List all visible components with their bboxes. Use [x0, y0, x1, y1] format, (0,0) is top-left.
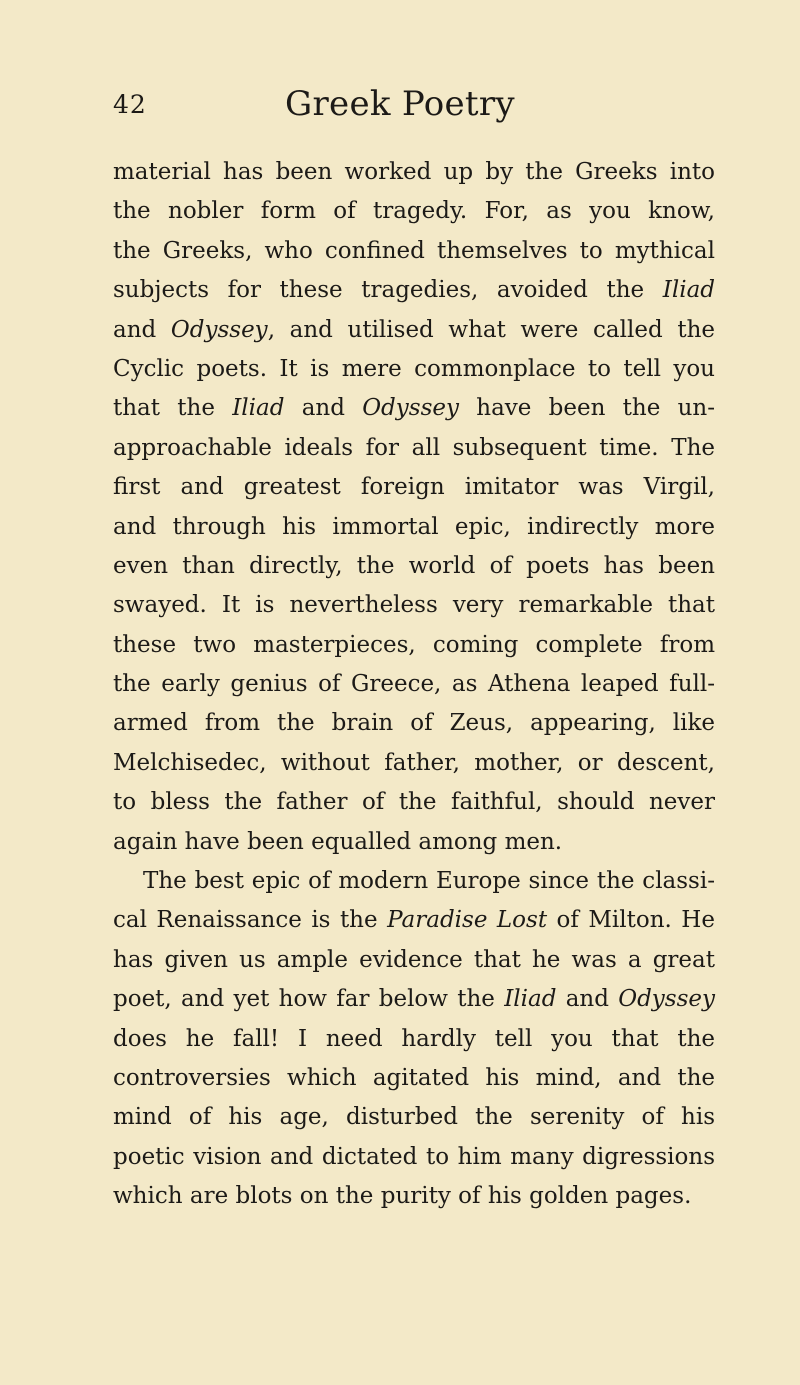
- text-segment: the early genius of Greece, as Athena leaped full-: [113, 671, 715, 698]
- text-line: [113, 862, 715, 901]
- text-line: [113, 232, 715, 271]
- text-segment: subjects for these tragedies, avoided the: [113, 277, 663, 304]
- text-line: [113, 1177, 715, 1216]
- text-line: [113, 508, 715, 547]
- text-segment: poet, and yet how far below the: [113, 986, 505, 1013]
- text-segment: that the: [113, 395, 233, 422]
- text-line: [113, 271, 715, 310]
- text-segment: again have been equalled among men.: [113, 828, 563, 855]
- running-head: [113, 84, 687, 132]
- text-line: [113, 429, 715, 468]
- italic-title: Iliad: [662, 277, 715, 304]
- text-line: [113, 901, 715, 940]
- text-line: [113, 941, 715, 980]
- text-segment: armed from the brain of Zeus, appearing, like: [113, 710, 715, 737]
- text-segment: have been the un-: [459, 395, 715, 422]
- text-segment: The best epic of modern Europe since the classi-: [143, 868, 715, 895]
- text-segment: , and utilised what were called the: [267, 316, 715, 343]
- text-segment: even than directly, the world of poets has been: [113, 552, 715, 579]
- text-segment: approachable ideals for all subsequent time. The: [113, 434, 715, 461]
- text-segment: of Milton. He: [547, 907, 715, 934]
- text-segment: has given us ample evidence that he was a great: [113, 946, 715, 973]
- text-segment: and through his immortal epic, indirectly more: [113, 513, 715, 540]
- text-segment: the Greeks, who confined themselves to mythical: [113, 237, 715, 264]
- text-line: [113, 744, 715, 783]
- text-segment: Melchisedec, without father, mother, or descent,: [113, 749, 715, 776]
- text-line: [113, 586, 715, 625]
- text-segment: which are blots on the purity of his golden pages.: [113, 1183, 692, 1210]
- text-line: [113, 1020, 715, 1059]
- text-segment: poetic vision and dictated to him many digressions: [113, 1143, 715, 1170]
- text-line: [113, 626, 715, 665]
- italic-title: Paradise Lost: [387, 907, 548, 934]
- text-segment: controversies which agitated his mind, and the: [113, 1064, 715, 1091]
- text-segment: cal Renaissance is the: [113, 907, 388, 934]
- text-segment: mind of his age, disturbed the serenity of his: [113, 1104, 715, 1131]
- body-text: [113, 153, 715, 1217]
- text-line: [113, 980, 715, 1019]
- text-line: [113, 1098, 715, 1137]
- text-line: [113, 350, 715, 389]
- text-segment: material has been worked up by the Greeks into: [113, 159, 715, 185]
- text-line: [113, 389, 715, 428]
- text-line: [113, 468, 715, 507]
- text-segment: to bless the father of the faithful, should never: [113, 789, 715, 816]
- text-segment: the nobler form of tragedy. For, as you know,: [113, 198, 715, 225]
- text-line: [113, 783, 715, 822]
- text-segment: and: [284, 395, 363, 422]
- text-line: [113, 547, 715, 586]
- text-segment: these two masterpieces, coming complete from: [113, 631, 715, 658]
- italic-title: Iliad: [232, 395, 285, 422]
- text-line: [113, 1059, 715, 1098]
- text-segment: Cyclic poets. It is mere commonplace to tell you: [113, 355, 715, 382]
- text-line: [113, 704, 715, 743]
- text-segment: first and greatest foreign imitator was Virgil,: [113, 474, 715, 501]
- page-number: 42: [113, 90, 147, 119]
- running-title: Greek Poetry: [285, 84, 515, 124]
- text-segment: and: [556, 986, 619, 1013]
- text-line: [113, 665, 715, 704]
- text-segment: and: [113, 316, 171, 343]
- text-line: [113, 823, 715, 862]
- text-line: [113, 311, 715, 350]
- text-segment: does he fall! I need hardly tell you that the: [113, 1025, 715, 1052]
- text-segment: swayed. It is nevertheless very remarkable that: [113, 592, 715, 619]
- text-line: [113, 192, 715, 231]
- italic-title: Odyssey: [618, 986, 716, 1013]
- italic-title: Odyssey: [362, 395, 459, 422]
- text-line: [113, 1138, 715, 1177]
- text-line: [113, 153, 715, 192]
- italic-title: Iliad: [504, 986, 557, 1013]
- italic-title: Odyssey: [170, 316, 268, 343]
